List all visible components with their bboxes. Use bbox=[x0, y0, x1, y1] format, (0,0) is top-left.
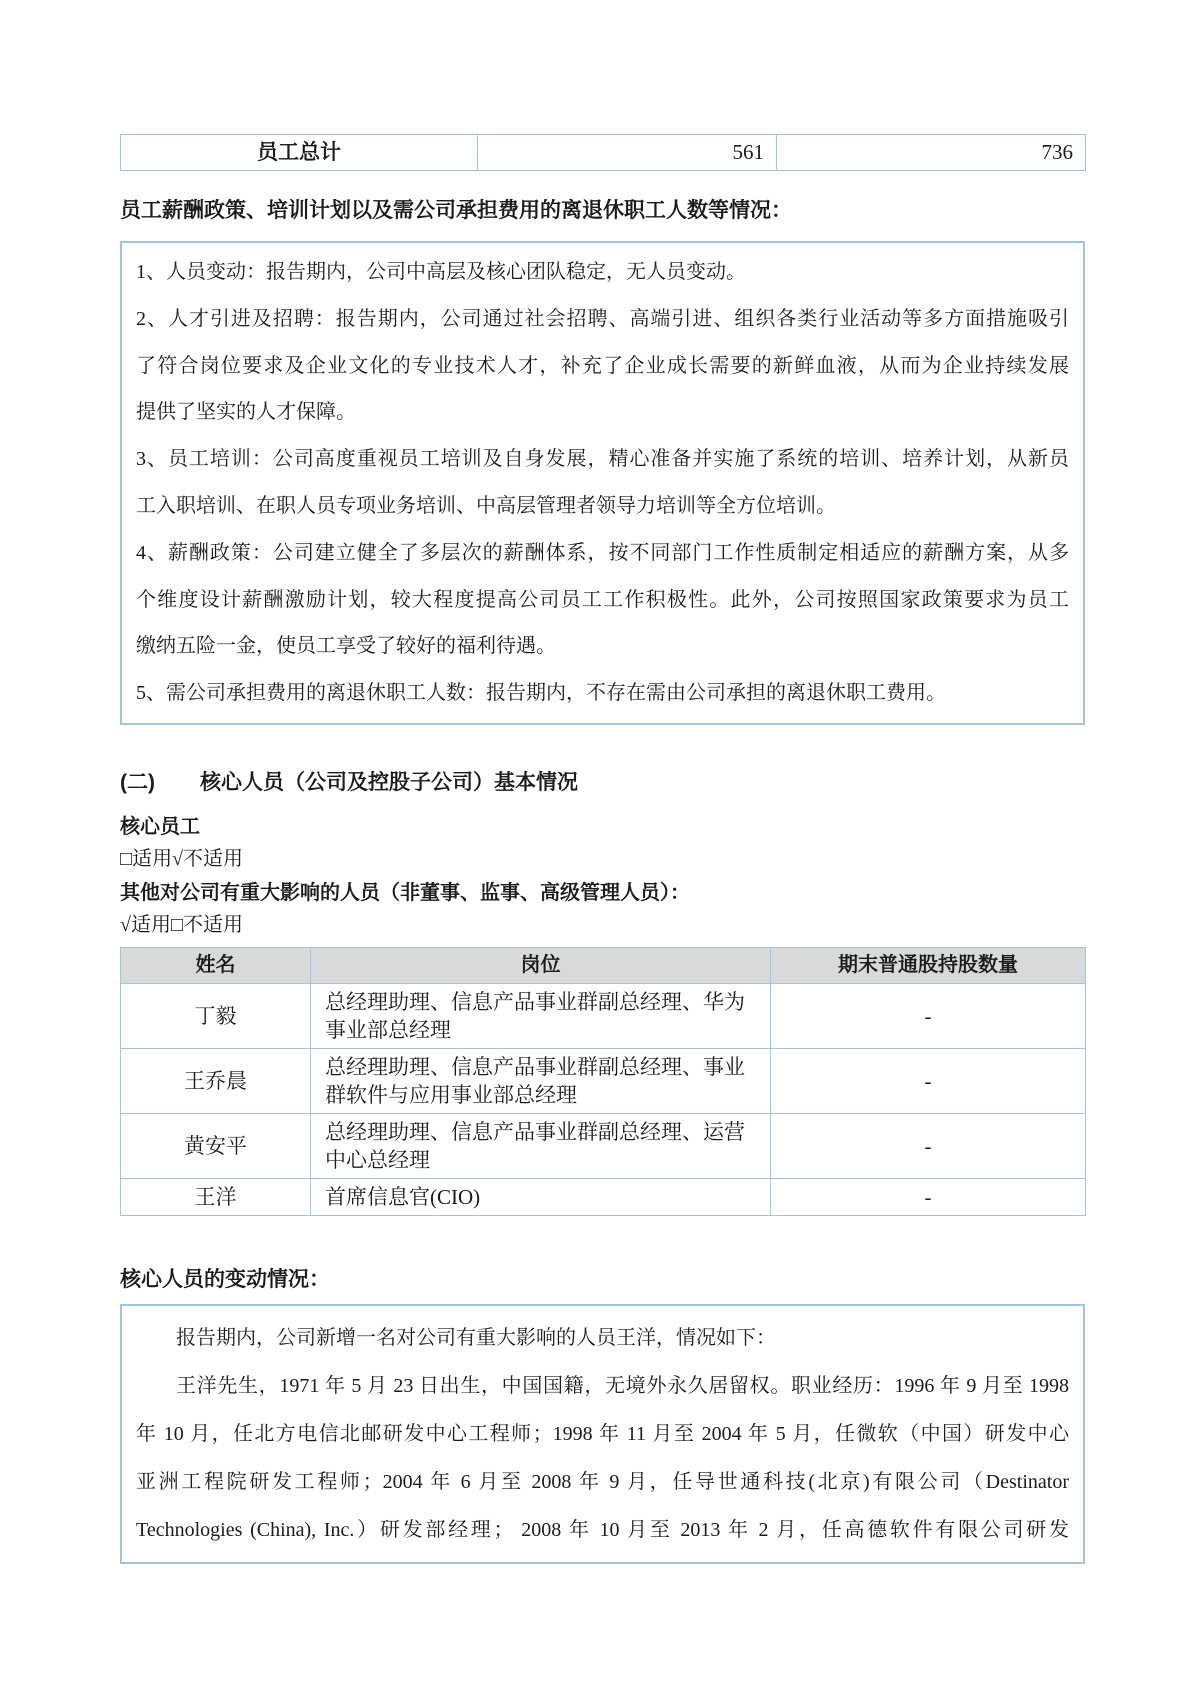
core-staff-applicability: □适用√不适用 bbox=[120, 847, 244, 870]
salary-policy-box bbox=[120, 241, 1085, 725]
col-header-name: 姓名 bbox=[121, 947, 311, 983]
employee-total-label: 员工总计 bbox=[121, 135, 478, 171]
salary-policy-line: 1、人员变动：报告期内，公司中高层及核心团队稳定，无人员变动。 bbox=[136, 261, 746, 283]
other-people-applicability: √适用□不适用 bbox=[120, 913, 244, 936]
core-changes-line: 亚洲工程院研发工程师；2004 年 6 月至 2008 年 9 月，任导世通科技(北京)有限公司（Destinator bbox=[136, 1470, 1069, 1493]
employee-total-prior-value: 736 bbox=[777, 135, 1086, 171]
core-changes-box bbox=[120, 1304, 1085, 1564]
section-title: 核心人员（公司及控股子公司）基本情况 bbox=[200, 770, 578, 794]
salary-policy-line: 2、人才引进及招聘：报告期内，公司通过社会招聘、高端引进、组织各类行业活动等多方面措施吸引 bbox=[136, 307, 1069, 330]
person-name: 王乔晨 bbox=[121, 1048, 311, 1113]
core-changes-line: 王洋先生，1971 年 5 月 23 日出生，中国国籍，无境外永久居留权。职业经历：1996 年 9 月至 1998 bbox=[176, 1374, 1069, 1397]
salary-policy-line: 4、薪酬政策：公司建立健全了多层次的薪酬体系，按不同部门工作性质制定相适应的薪酬方案，从多 bbox=[136, 541, 1069, 564]
salary-policy-line: 提供了坚实的人才保障。 bbox=[136, 401, 356, 424]
core-staff-label: 核心员工 bbox=[120, 815, 200, 838]
person-shares: - bbox=[771, 1113, 1086, 1178]
salary-policy-heading: 员工薪酬政策、培训计划以及需公司承担费用的离退休职工人数等情况： bbox=[120, 199, 792, 222]
person-name: 王洋 bbox=[121, 1178, 311, 1215]
table-header-row bbox=[121, 947, 1086, 983]
col-header-position: 岗位 bbox=[311, 947, 771, 983]
employee-total-current-value: 561 bbox=[478, 135, 777, 171]
person-position: 首席信息官(CIO) bbox=[311, 1178, 771, 1215]
table-row bbox=[121, 1048, 1086, 1113]
table-row bbox=[121, 135, 1086, 171]
core-changes-line: 年 10 月，任北方电信北邮研发中心工程师；1998 年 11 月至 2004 年 5 月，任微软（中国）研发中心 bbox=[136, 1422, 1069, 1445]
person-shares: - bbox=[771, 983, 1086, 1048]
core-changes-line: 报告期内，公司新增一名对公司有重大影响的人员王洋，情况如下： bbox=[176, 1326, 776, 1349]
table-row bbox=[121, 1113, 1086, 1178]
key-people-table bbox=[120, 947, 1086, 1216]
salary-policy-line: 个维度设计薪酬激励计划，较大程度提高公司员工工作积极性。此外，公司按照国家政策要求为员工 bbox=[136, 588, 1069, 611]
salary-policy-line: 了符合岗位要求及企业文化的专业技术人才，补充了企业成长需要的新鲜血液，从而为企业持续发展 bbox=[136, 354, 1069, 377]
core-section-heading bbox=[120, 769, 1085, 797]
person-name: 丁毅 bbox=[121, 983, 311, 1048]
employee-total-table bbox=[120, 134, 1086, 171]
core-changes-line: Technologies (China), Inc.）研发部经理； 2008 年 10 月至 2013 年 2 月，任高德软件有限公司研发 bbox=[136, 1518, 1069, 1541]
person-shares: - bbox=[771, 1178, 1086, 1215]
salary-policy-line: 5、需公司承担费用的离退休职工人数：报告期内，不存在需由公司承担的离退休职工费用。 bbox=[136, 682, 946, 705]
table-row bbox=[121, 1178, 1086, 1215]
salary-policy-line: 工入职培训、在职人员专项业务培训、中高层管理者领导力培训等全方位培训。 bbox=[136, 494, 836, 517]
person-position: 总经理助理、信息产品事业群副总经理、事业群软件与应用事业部总经理 bbox=[311, 1048, 771, 1113]
person-shares: - bbox=[771, 1048, 1086, 1113]
salary-policy-line: 3、员工培训：公司高度重视员工培训及自身发展，精心准备并实施了系统的培训、培养计划，从新员 bbox=[136, 448, 1069, 471]
person-name: 黄安平 bbox=[121, 1113, 311, 1178]
person-position: 总经理助理、信息产品事业群副总经理、运营中心总经理 bbox=[311, 1113, 771, 1178]
core-changes-heading: 核心人员的变动情况： bbox=[120, 1267, 330, 1291]
person-position: 总经理助理、信息产品事业群副总经理、华为事业部总经理 bbox=[311, 983, 771, 1048]
section-number: (二) bbox=[120, 770, 155, 794]
other-people-heading: 其他对公司有重大影响的人员（非董事、监事、高级管理人员）： bbox=[120, 881, 690, 904]
salary-policy-line: 缴纳五险一金，使员工享受了较好的福利待遇。 bbox=[136, 635, 556, 658]
col-header-shares: 期末普通股持股数量 bbox=[771, 947, 1086, 983]
table-row bbox=[121, 983, 1086, 1048]
